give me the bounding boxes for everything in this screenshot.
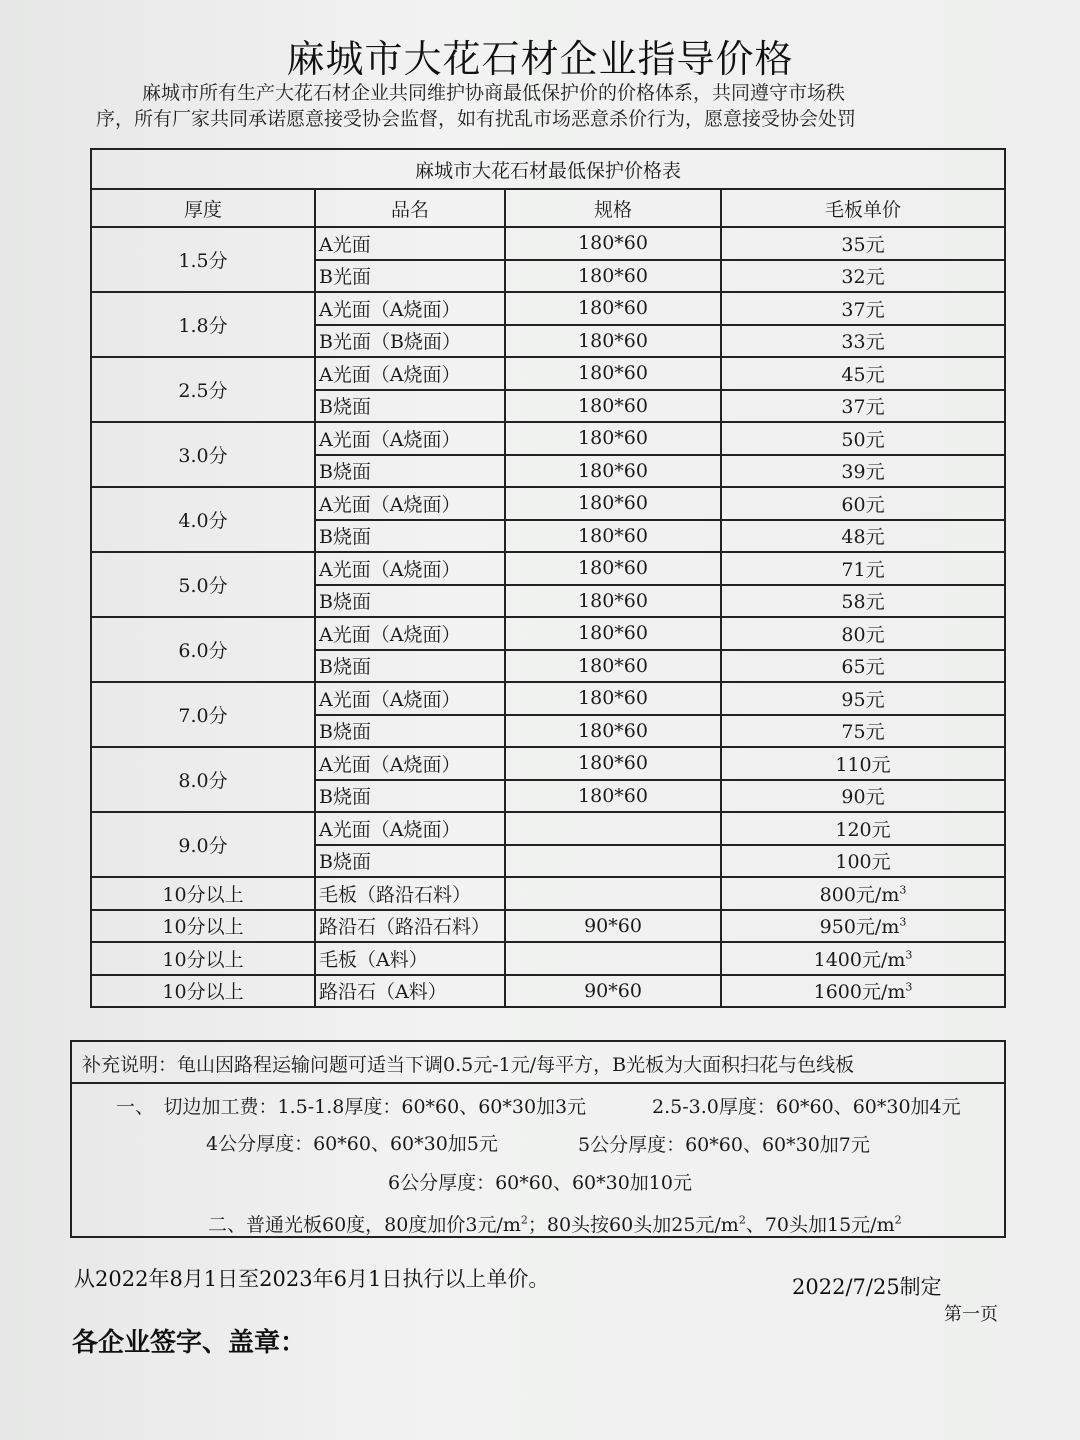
intro-line-2: 序，所有厂家共同承诺愿意接受协会监督，如有扰乱市场恶意杀价行为，愿意接受协会处罚 [96,108,857,130]
spec-cell [505,942,721,975]
price-cell: 50元 [721,422,1005,455]
thickness-cell: 10分以上 [91,942,315,975]
price-table [90,148,1006,1008]
product-name-cell: B烧面 [315,715,505,748]
spec-cell: 180*60 [505,357,721,390]
table-row [91,357,1005,390]
price-cell: 37元 [721,390,1005,423]
price-cell: 90元 [721,780,1005,813]
notes-box [70,1040,1006,1238]
product-name-cell: B烧面 [315,455,505,488]
thickness-cell: 1.8分 [91,292,315,357]
thickness-cell: 5.0分 [91,552,315,617]
spec-cell: 180*60 [505,325,721,358]
price-cell: 71元 [721,552,1005,585]
product-name-cell: A光面（A烧面） [315,747,505,780]
spec-cell: 180*60 [505,390,721,423]
table-row [91,487,1005,520]
spec-cell: 180*60 [505,455,721,488]
table-row [91,747,1005,780]
table-row [91,617,1005,650]
price-cell: 80元 [721,617,1005,650]
price-cell: 45元 [721,357,1005,390]
thickness-cell: 10分以上 [91,877,315,910]
table-row [91,910,1005,943]
signature-line: 各企业签字、盖章： [72,1328,307,1358]
spec-cell: 180*60 [505,260,721,293]
table-row [91,552,1005,585]
table-row [91,975,1005,1008]
product-name-cell: B烧面 [315,845,505,878]
price-value: 800元/m [819,883,900,906]
price-cell [721,910,1005,943]
price-value: 1400元/m [813,948,906,971]
edge-fee-4: 5公分厚度：60*60、60*30加7元 [578,1134,870,1156]
unit-exponent: 3 [905,980,913,994]
notes-divider [72,1082,1004,1084]
thickness-cell: 1.5分 [91,227,315,292]
product-name-cell: A光面（A烧面） [315,617,505,650]
spec-cell: 180*60 [505,552,721,585]
table-row [91,682,1005,715]
spec-cell: 180*60 [505,292,721,325]
price-cell: 65元 [721,650,1005,683]
product-name-cell: B光面 [315,260,505,293]
unit-exponent: 2 [894,1213,902,1227]
spec-cell: 180*60 [505,585,721,618]
price-cell: 48元 [721,520,1005,553]
spec-cell: 180*60 [505,487,721,520]
product-name-cell: A光面（A烧面） [315,682,505,715]
polish-note-part-2: ；80头按60头加25元/m [527,1214,739,1236]
product-name-cell: B烧面 [315,390,505,423]
product-name-cell: A光面（A烧面） [315,552,505,585]
price-cell: 39元 [721,455,1005,488]
polish-note-part-3: 、70头加15元/m [745,1214,895,1236]
polish-note [208,1210,902,1237]
spec-cell [505,812,721,845]
thickness-cell: 7.0分 [91,682,315,747]
price-value: 950元/m [819,916,900,939]
unit-exponent: 3 [905,948,913,962]
issue-date: 2022/7/25制定 [792,1275,942,1299]
spec-cell: 180*60 [505,682,721,715]
price-cell: 37元 [721,292,1005,325]
table-caption: 麻城市大花石材最低保护价格表 [91,149,1005,189]
thickness-cell: 4.0分 [91,487,315,552]
spec-cell: 180*60 [505,422,721,455]
price-cell: 60元 [721,487,1005,520]
price-cell: 100元 [721,845,1005,878]
spec-cell: 90*60 [505,975,721,1008]
header-price: 毛板单价 [721,189,1005,227]
supplement-note: 补充说明：龟山因路程运输问题可适当下调0.5元-1元/每平方，B光板为大面积扫花与色线板 [82,1054,855,1076]
thickness-cell: 9.0分 [91,812,315,877]
table-row [91,227,1005,260]
header-spec: 规格 [505,189,721,227]
product-name-cell: 毛板（路沿石料） [315,877,505,910]
spec-cell: 90*60 [505,910,721,943]
thickness-cell: 10分以上 [91,910,315,943]
product-name-cell: A光面（A烧面） [315,422,505,455]
thickness-cell: 10分以上 [91,975,315,1008]
product-name-cell: 路沿石（路沿石料） [315,910,505,943]
price-value: 1600元/m [813,981,906,1004]
table-caption-row [91,149,1005,189]
product-name-cell: B烧面 [315,585,505,618]
table-row [91,877,1005,910]
page-title: 麻城市大花石材企业指导价格 [286,37,794,81]
header-name: 品名 [315,189,505,227]
spec-cell: 180*60 [505,715,721,748]
product-name-cell: B烧面 [315,520,505,553]
price-cell [721,877,1005,910]
unit-exponent: 3 [899,883,907,897]
thickness-cell: 3.0分 [91,422,315,487]
spec-cell: 180*60 [505,617,721,650]
table-row [91,422,1005,455]
price-cell: 58元 [721,585,1005,618]
spec-cell [505,877,721,910]
table-row [91,942,1005,975]
product-name-cell: A光面（A烧面） [315,292,505,325]
thickness-cell: 8.0分 [91,747,315,812]
spec-cell: 180*60 [505,780,721,813]
execution-period: 从2022年8月1日至2023年6月1日执行以上单价。 [74,1267,550,1291]
price-cell [721,942,1005,975]
header-thickness: 厚度 [91,189,315,227]
product-name-cell: B光面（B烧面） [315,325,505,358]
table-row [91,292,1005,325]
polish-note-part-1: 二、普通光板60度，80度加价3元/m [208,1214,521,1236]
table-row [91,812,1005,845]
price-cell: 33元 [721,325,1005,358]
unit-exponent: 2 [738,1213,746,1227]
spec-cell [505,845,721,878]
edge-fee-3: 4公分厚度：60*60、60*30加5元 [206,1133,498,1155]
product-name-cell: 毛板（A料） [315,942,505,975]
price-cell: 35元 [721,227,1005,260]
unit-exponent: 2 [520,1213,528,1227]
product-name-cell: A光面（A烧面） [315,357,505,390]
product-name-cell: B烧面 [315,780,505,813]
price-cell: 110元 [721,747,1005,780]
unit-exponent: 3 [899,915,907,929]
intro-line-1: 麻城市所有生产大花石材企业共同维护协商最低保护价的价格体系，共同遵守市场秩 [142,82,846,104]
edge-fee-2: 2.5-3.0厚度：60*60、60*30加4元 [652,1096,961,1118]
thickness-cell: 2.5分 [91,357,315,422]
price-cell: 75元 [721,715,1005,748]
product-name-cell: A光面 [315,227,505,260]
price-cell: 32元 [721,260,1005,293]
spec-cell: 180*60 [505,520,721,553]
product-name-cell: A光面（A烧面） [315,812,505,845]
edge-fee-1: 一、 切边加工费：1.5-1.8厚度：60*60、60*30加3元 [116,1096,587,1118]
edge-fee-5: 6公分厚度：60*60、60*30加10元 [388,1172,692,1194]
spec-cell: 180*60 [505,747,721,780]
product-name-cell: 路沿石（A料） [315,975,505,1008]
table-header-row [91,189,1005,227]
thickness-cell: 6.0分 [91,617,315,682]
price-cell: 120元 [721,812,1005,845]
page-number: 第一页 [944,1304,998,1325]
product-name-cell: A光面（A烧面） [315,487,505,520]
price-cell [721,975,1005,1008]
spec-cell: 180*60 [505,650,721,683]
spec-cell: 180*60 [505,227,721,260]
price-cell: 95元 [721,682,1005,715]
product-name-cell: B烧面 [315,650,505,683]
